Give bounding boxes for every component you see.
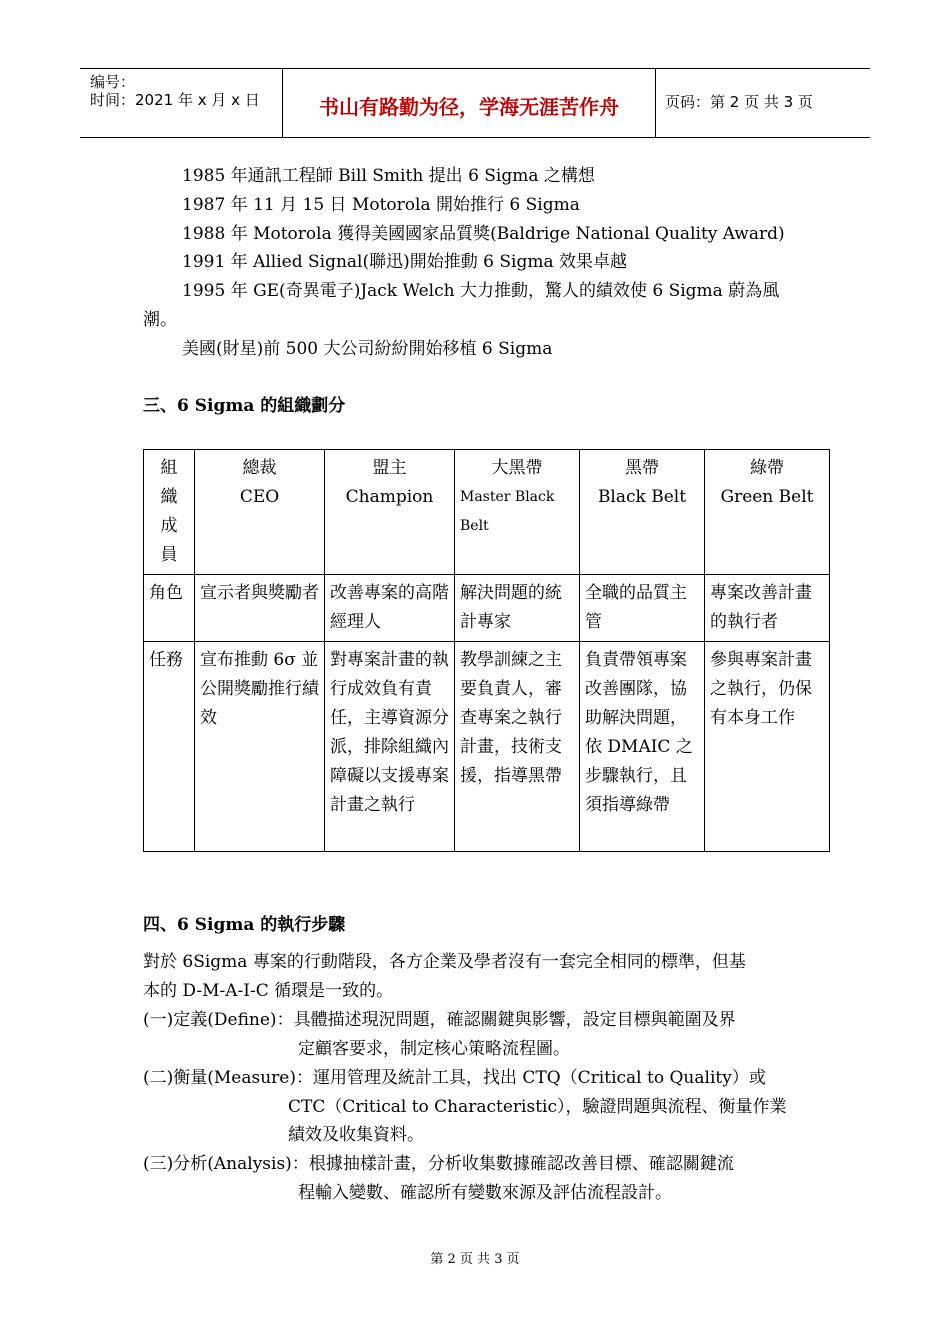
intro-line: 對於 6Sigma 專案的行動階段，各方企業及學者沒有一套完全相同的標準，但基 <box>143 952 746 972</box>
step-measure-cont: CTC（Critical to Characteristic），驗證問題與流程、衡量作業 <box>288 1097 787 1117</box>
history-line: 美國(財星)前 500 大公司紛紛開始移植 6 Sigma <box>182 339 553 359</box>
column-header-ceo <box>195 450 325 575</box>
column-header-black-belt <box>580 450 705 575</box>
task-cell: 對專案計畫的執行成效負有責任，主導資源分派，排除組織內障礙以支援專案計畫之執行 <box>325 642 455 852</box>
role-cell: 全職的品質主管 <box>580 575 705 642</box>
table-row <box>144 575 830 642</box>
step-analysis-cont: 程輸入變數、確認所有變數來源及評估流程設計。 <box>298 1183 672 1203</box>
column-zh: 綠帶 <box>750 458 784 478</box>
column-zh: 總裁 <box>242 458 277 478</box>
task-cell: 負責帶領專案改善團隊，協助解決問題，依 DMAIC 之步驟執行，且須指導綠帶 <box>580 642 705 852</box>
role-cell: 專案改善計畫的執行者 <box>705 575 830 642</box>
column-en: Black Belt <box>597 487 687 507</box>
history-line: 1985 年通訊工程師 Bill Smith 提出 6 Sigma 之構想 <box>182 166 595 186</box>
organization-table <box>143 449 830 852</box>
column-zh: 黑帶 <box>625 458 659 478</box>
column-zh: 盟主 <box>372 458 407 478</box>
corner-char: 員 <box>160 545 178 565</box>
step-define-cont: 定顧客要求，制定核心策略流程圖。 <box>298 1039 570 1059</box>
history-line: 潮。 <box>143 310 177 330</box>
time-label: 时间：2021 年 x 月 x 日 <box>90 91 260 109</box>
column-en: Champion <box>345 487 434 507</box>
role-cell: 宣示者與獎勵者 <box>195 575 325 642</box>
corner-char: 成 <box>160 516 178 536</box>
motto: 书山有路勤为径，学海无涯苦作舟 <box>319 95 619 119</box>
row-label-task: 任務 <box>144 642 195 852</box>
header-page-cell <box>655 69 870 137</box>
table-row <box>144 450 830 575</box>
header-motto-cell <box>282 69 656 137</box>
header-info-cell <box>80 69 282 137</box>
page-label: 页码：第 2 页 共 3 页 <box>665 93 813 111</box>
column-zh: 大黑帶 <box>491 458 543 478</box>
step-define: (一)定義(Define)：具體描述現況問題，確認關鍵與影響，設定目標與範圍及界 <box>143 1010 736 1030</box>
code-label: 编号： <box>90 73 136 91</box>
section-title-organization: 三、6 Sigma 的組織劃分 <box>143 396 346 416</box>
corner-char: 織 <box>160 487 178 507</box>
column-header-champion <box>325 450 455 575</box>
corner-char: 組 <box>160 458 178 478</box>
column-header-master-black-belt <box>455 450 580 575</box>
history-line: 1995 年 GE(奇異電子)Jack Welch 大力推動，驚人的績效使 6 Sigma 蔚為風 <box>182 281 780 301</box>
step-measure: (二)衡量(Measure)：運用管理及統計工具，找出 CTQ（Critical to Quality）或 <box>143 1068 766 1088</box>
column-en: Green Belt <box>720 487 814 507</box>
column-en: Master Black Belt <box>460 489 555 534</box>
row-label-role: 角色 <box>144 575 195 642</box>
column-en: CEO <box>239 487 280 507</box>
role-cell: 解決問題的統計專家 <box>455 575 580 642</box>
history-line: 1988 年 Motorola 獲得美國國家品質獎(Baldrige National Quality Award) <box>182 224 785 244</box>
step-measure-cont: 績效及收集資料。 <box>288 1125 424 1145</box>
column-header-green-belt <box>705 450 830 575</box>
page-header <box>80 68 870 138</box>
task-cell: 參與專案計畫之執行，仍保有本身工作 <box>705 642 830 852</box>
history-line: 1987 年 11 月 15 日 Motorola 開始推行 6 Sigma <box>182 195 580 215</box>
section-title-steps: 四、6 Sigma 的執行步驟 <box>143 915 346 935</box>
task-cell: 教學訓練之主要負責人，審查專案之執行計畫，技術支援，指導黑帶 <box>455 642 580 852</box>
table-row <box>144 642 830 852</box>
page-footer: 第 2 页 共 3 页 <box>430 1252 520 1267</box>
role-cell: 改善專案的高階經理人 <box>325 575 455 642</box>
corner-cell <box>144 450 195 575</box>
intro-line: 本的 D-M-A-I-C 循環是一致的。 <box>143 981 394 1001</box>
step-analysis: (三)分析(Analysis)：根據抽樣計畫，分析收集數據確認改善目標、確認關鍵流 <box>143 1154 734 1174</box>
task-cell: 宣布推動 6σ 並公開獎勵推行績效 <box>195 642 325 852</box>
history-line: 1991 年 Allied Signal(聯迅)開始推動 6 Sigma 效果卓越 <box>182 252 628 272</box>
